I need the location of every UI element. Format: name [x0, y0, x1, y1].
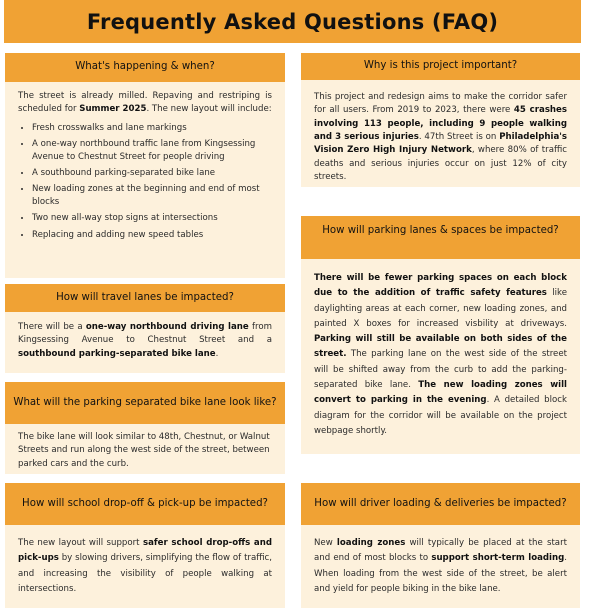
- list-item: • A one-way northbound traffic lane from Kingsessing Avenue to Chestnut Street for people driving: [32, 138, 272, 163]
- card-travel-body: There will be a one-way northbound driving lane from Kingsessing Avenue to Chestnut Street and a southbound parking-separated bike lane.: [18, 322, 272, 359]
- card-bikelane-heading: What will the parking separated bike lane look like?: [5, 382, 285, 424]
- card-school-body: The new layout will support safer school drop-offs and pick-ups by slowing drivers, simplifying the flow of traffic, and increasing the visibility of people walking at intersections.: [18, 538, 272, 595]
- card-happening: [5, 53, 285, 278]
- card-travel: [5, 284, 285, 373]
- card-happening-heading: What's happening & when?: [5, 53, 285, 82]
- card-important: [301, 53, 580, 187]
- card-school-heading: How will school drop-off & pick-up be impacted?: [5, 483, 285, 525]
- card-parking-body: There will be fewer parking spaces on each block due to the addition of traffic safety features like daylighting areas at each corner, new loading zones, and painted X boxes for increased visbility at driveways. Parking will still be available on both sides of the street. The parking lane on the west side of the street will be shifted away from the curb to add the parking-separated bike lane. The new loading zones will convert to parking in the evening. A detailed block diagram for the corridor will be available on the project webpage shortly.: [314, 273, 568, 436]
- card-school: [5, 483, 285, 608]
- list-item: • Two new all-way stop signs at intersections: [32, 212, 272, 224]
- page-title: Frequently Asked Questions (FAQ): [86, 9, 499, 34]
- list-item: • Fresh crosswalks and lane markings: [32, 122, 272, 134]
- list-item: • Replacing and adding new speed tables: [32, 229, 272, 241]
- card-travel-heading: How will travel lanes be impacted?: [5, 284, 285, 312]
- card-loading: [301, 483, 580, 608]
- card-parking-heading: How will parking lanes & spaces be impacted?: [301, 216, 580, 259]
- card-happening-body: The street is already milled. Repaving and restriping is scheduled for Summer 2025. The new layout will include: • Fresh crosswalks and lane markings • A one-way northbound traffic lane from Kingsessing Avenue to Chestnut Street for people driving • A southbound parking-separated bike lane • New loading zones at the beginning and end of most blocks • Two new all-way stop signs at intersections • Replacing and adding new speed tables: [5, 82, 285, 241]
- card-bikelane-body: The bike lane will look similar to 48th, Chestnut, or Walnut Streets and run along the west side of the street, between parked cars and the curb.: [18, 432, 270, 469]
- card-parking: [301, 216, 580, 454]
- card-bikelane: [5, 382, 285, 474]
- card-important-body: This project and redesign aims to make the corridor safer for all users. From 2019 to 2023, there were 45 crashes involving 113 people, including 9 people walking and 3 serious injuries. 47th Street is on Philadelphia's Vision Zero High Injury Network, where 80% of traffic deaths and serious injuries occur on just 12% of city streets.: [314, 92, 568, 182]
- card-important-heading: Why is this project important?: [301, 53, 580, 80]
- card-loading-body: New loading zones will typically be placed at the start and end of most blocks to support short-term loading. When loading from the west side of the street, be alert and yield for people biking in the bike lane.: [314, 538, 567, 595]
- list-item: • New loading zones at the beginning and end of most blocks: [32, 183, 272, 208]
- card-loading-heading: How will driver loading & deliveries be impacted?: [301, 483, 580, 525]
- faq-title-bar: [4, 0, 581, 43]
- happening-bullet-list: [18, 122, 272, 242]
- list-item: • A southbound parking-separated bike lane: [32, 167, 272, 179]
